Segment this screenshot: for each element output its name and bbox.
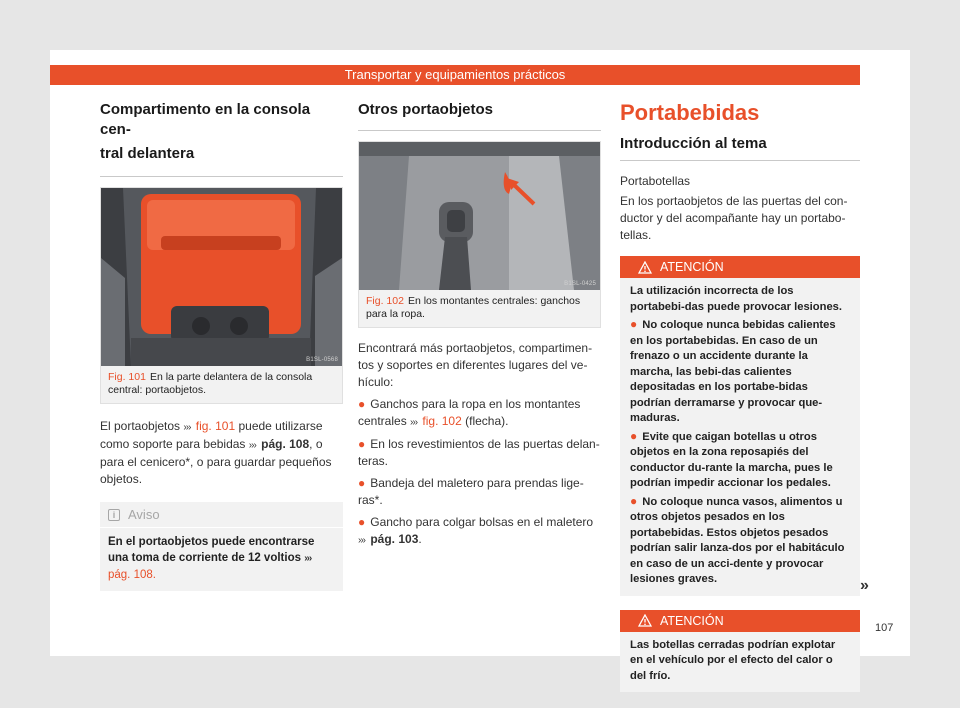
paragraph-portabotellas: En los portaobjetos de las puertas del con-ductor y del acompañante hay un portabo-tellas.: [620, 194, 848, 242]
figure-label: Fig. 102: [366, 295, 404, 307]
list-item: ● No coloque nunca vasos, alimentos u otros objetos pesados en los portabebidas. Estos objetos pesados podrían salir lanza-dos por el habitáculo en caso de un acci-dente y provocar lesiones graves.: [630, 493, 845, 585]
warning-header: [620, 256, 860, 278]
warning-icon: [638, 261, 652, 274]
figure-code: B1SL-0425: [564, 281, 596, 287]
warning-header: [620, 610, 860, 632]
column-console: [100, 100, 343, 591]
section-heading: Introducción al tema: [620, 134, 860, 161]
warning-title: ATENCIÓN: [660, 260, 724, 274]
warning-body: La utilización incorrecta de los portabebi-das puede provocar lesiones. ● No coloque nunca bebidas calientes en los portabebidas. En caso de un frenazo o un accidente durante la marcha, las bebi-das calientes depositadas en los portabe-bidas podrían derramarse y provocar que-maduras. ● Evite que caigan botellas u otros objetos en la zona reposapiés del conductor du-rante la marcha, pues le podrían impedir accionar los pedales. ● No coloque nunca vasos, alimentos u otros objetos pesados en los portabebidas. Estos objetos pesados podrían salir lanza-dos por el habitáculo en caso de un acci-dente y provocar lesiones graves.: [620, 278, 860, 596]
link-pag-108[interactable]: pág. 108: [261, 437, 310, 451]
console-photo: [101, 188, 342, 366]
figure-102: [358, 141, 601, 328]
section-heading: Otros portaobjetos: [358, 100, 601, 131]
figure-label: Fig. 101: [108, 371, 146, 383]
page-number: 107: [875, 622, 894, 634]
link-pag-108-note[interactable]: pág. 108.: [108, 569, 156, 581]
pillar-illustration: [359, 142, 600, 290]
list-item: ● Gancho para colgar bolsas en el maletero ››› pág. 103.: [358, 515, 594, 546]
section-heading: Compartimento en la consola cen- tral delantera: [100, 100, 343, 177]
link-pag-103[interactable]: pág. 103: [370, 532, 419, 546]
column-portabebidas: [620, 100, 860, 692]
page-header: Transportar y equipamientos prácticos: [50, 65, 860, 85]
paragraph-portaobjetos: El portaobjetos ››› fig. 101 puede utilizarse como soporte para bebidas ››› pág. 108, o para el cenicero*, o para guardar pequeños objetos.: [100, 419, 332, 486]
link-fig-101[interactable]: fig. 101: [195, 419, 236, 433]
paragraph-intro: Encontrará más portaobjetos, compartimen-tos y soportes en diferentes lugares del ve-hículo:: [358, 341, 593, 389]
note-title: Aviso: [128, 507, 160, 522]
warning-box: [620, 256, 860, 596]
note-body: En el portaobjetos puede encontrarse una toma de corriente de 12 voltios ››› pág. 108.: [108, 536, 315, 581]
list-item: ● En los revestimientos de las puertas delan-teras.: [358, 437, 600, 468]
console-illustration: [101, 188, 342, 366]
figure-101: [100, 187, 343, 404]
list-item: ● Evite que caigan botellas u otros objetos en la zona reposapiés del conductor du-rante la marcha, pues le podrían impedir accionar los pedales.: [630, 428, 833, 489]
link-fig-102[interactable]: fig. 102: [422, 414, 462, 428]
figure-code: B1SL-0568: [306, 357, 338, 363]
warning-box: [620, 610, 860, 693]
sub-label: Portabotellas: [620, 174, 691, 188]
warning-body: Las botellas cerradas podrían explotar en el vehículo por el efecto del calor o del frío.: [630, 638, 836, 682]
continue-icon: »: [860, 577, 869, 594]
warning-title: ATENCIÓN: [660, 613, 724, 628]
note-header: [100, 502, 343, 528]
list-item: ● Bandeja del maletero para prendas lige-ras*.: [358, 476, 584, 507]
list-item: ● Ganchos para la ropa en los montantes centrales ››› fig. 102 (flecha).: [358, 397, 581, 428]
pillar-photo: [359, 142, 600, 290]
column-otros: [358, 100, 601, 549]
figure-caption: Fig. 102 En los montantes centrales: ganchos para la ropa.: [366, 295, 581, 320]
chapter-title: Portabebidas: [620, 100, 760, 125]
figure-caption: Fig. 101 En la parte delantera de la consola central: portaobjetos.: [108, 371, 313, 396]
note-box: [100, 502, 343, 591]
list-item: ● No coloque nunca bebidas calientes en los portabebidas. En caso de un frenazo o un accidente durante la marcha, las bebi-das calientes depositadas en los portabe-bidas podrían derramarse y provocar que-maduras.: [630, 317, 836, 424]
info-icon: i: [108, 509, 120, 521]
warning-icon: [638, 614, 652, 627]
